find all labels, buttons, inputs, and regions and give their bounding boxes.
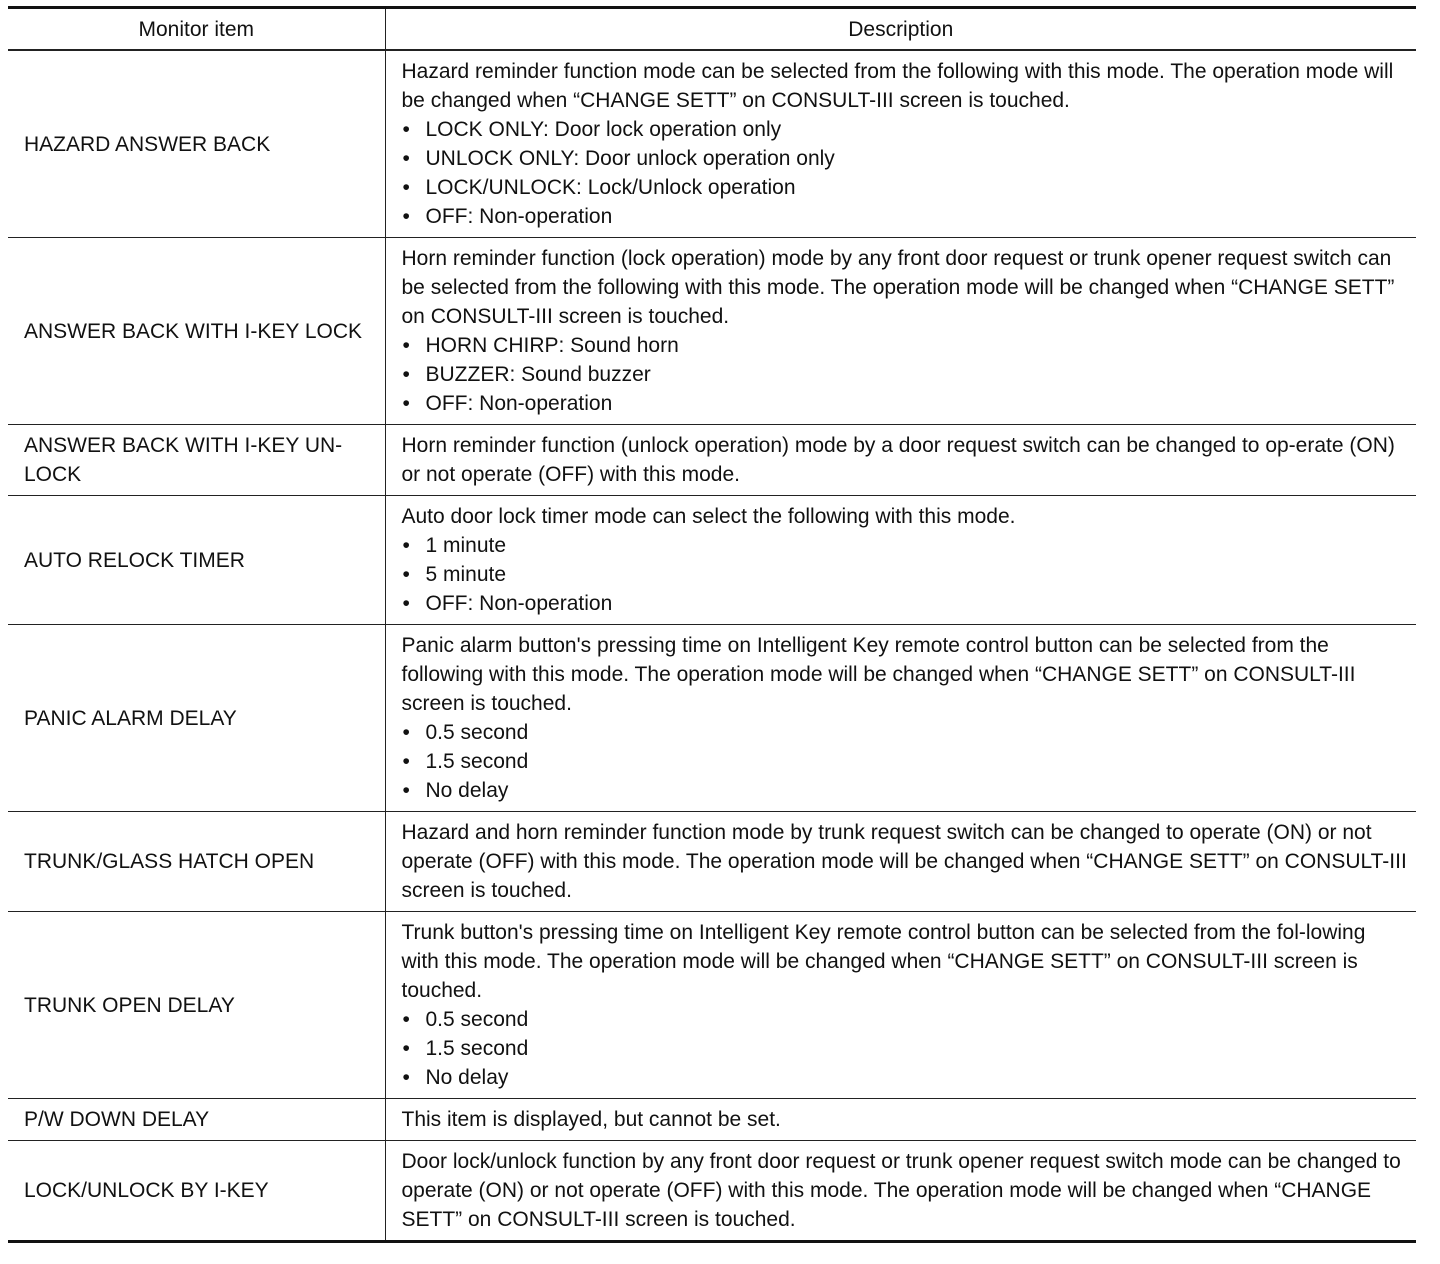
table-row [8, 50, 1416, 238]
description-text: Trunk button's pressing time on Intelligent Key remote control button can be selected from the fol-lowing with this mode. The operation mode will be changed when “CHANGE SETT” on CONSULT-III screen is touched. [401, 921, 1366, 1002]
monitor-item-cell: TRUNK OPEN DELAY [8, 912, 385, 1099]
header-description: Description [385, 8, 1416, 51]
table-row [8, 625, 1416, 812]
description-cell [385, 1141, 1416, 1242]
table-row [8, 812, 1416, 912]
option-item: • OFF: Non-operation [402, 202, 1409, 231]
description-text: Door lock/unlock function by any front door request or trunk opener request switch mode can be changed to operate (ON) or not operate (OFF) with this mode. The operation mode will be changed when “CHANGE SETT” on CONSULT-III screen is touched. [401, 1150, 1401, 1231]
option-item: • No delay [402, 1063, 1409, 1092]
description-cell [385, 812, 1416, 912]
option-item: • 1.5 second [402, 747, 1409, 776]
option-item: • 1 minute [402, 531, 1409, 560]
option-item: • 1.5 second [402, 1034, 1409, 1063]
monitor-item-cell: HAZARD ANSWER BACK [8, 50, 385, 238]
option-item: • 0.5 second [402, 718, 1409, 747]
table-row [8, 912, 1416, 1099]
description-text: Hazard and horn reminder function mode by trunk request switch can be changed to operate (ON) or not operate (OFF) with this mode. The operation mode will be changed when “CHANGE SETT” on CONSULT-III screen is touched. [401, 821, 1407, 902]
table-row [8, 238, 1416, 425]
header-row [8, 8, 1416, 51]
description-cell [385, 238, 1416, 425]
description-text: Auto door lock timer mode can select the following with this mode. [401, 505, 1016, 528]
description-cell [385, 50, 1416, 238]
option-item: • HORN CHIRP: Sound horn [402, 331, 1409, 360]
option-item: • OFF: Non-operation [402, 389, 1409, 418]
description-cell [385, 425, 1416, 496]
option-item: • 5 minute [402, 560, 1409, 589]
monitor-item-cell: AUTO RELOCK TIMER [8, 496, 385, 625]
option-item: • No delay [402, 776, 1409, 805]
description-text: Hazard reminder function mode can be selected from the following with this mode. The operation mode will be changed when “CHANGE SETT” on CONSULT-III screen is touched. [401, 60, 1394, 112]
monitor-item-cell: P/W DOWN DELAY [8, 1099, 385, 1141]
description-cell [385, 496, 1416, 625]
description-cell [385, 625, 1416, 812]
monitor-item-cell: TRUNK/GLASS HATCH OPEN [8, 812, 385, 912]
option-item: • BUZZER: Sound buzzer [402, 360, 1409, 389]
monitor-item-cell: ANSWER BACK WITH I-KEY LOCK [8, 238, 385, 425]
description-text: Horn reminder function (lock operation) mode by any front door request or trunk opener request switch can be selected from the following with this mode. The operation mode will be changed when “CHANGE SETT” on CONSULT-III screen is touched. [401, 247, 1395, 328]
option-list [402, 115, 1409, 231]
table-row [8, 1141, 1416, 1242]
monitor-item-cell: ANSWER BACK WITH I-KEY UN-LOCK [8, 425, 385, 496]
table-row [8, 1099, 1416, 1141]
option-list [402, 531, 1409, 618]
option-list [402, 331, 1409, 418]
monitor-item-cell: PANIC ALARM DELAY [8, 625, 385, 812]
monitor-item-table [8, 6, 1416, 1243]
option-item: • UNLOCK ONLY: Door unlock operation only [402, 144, 1409, 173]
monitor-item-cell: LOCK/UNLOCK BY I-KEY [8, 1141, 385, 1242]
option-list [402, 718, 1409, 805]
option-item: • 0.5 second [402, 1005, 1409, 1034]
option-list [402, 1005, 1409, 1092]
option-item: • LOCK ONLY: Door lock operation only [402, 115, 1409, 144]
table-row [8, 496, 1416, 625]
description-text: Panic alarm button's pressing time on Intelligent Key remote control button can be selected from the following with this mode. The operation mode will be changed when “CHANGE SETT” on CONSULT-III screen is touched. [401, 634, 1356, 715]
description-text: This item is displayed, but cannot be set. [401, 1108, 781, 1131]
option-item: • LOCK/UNLOCK: Lock/Unlock operation [402, 173, 1409, 202]
header-monitor-item: Monitor item [8, 8, 385, 51]
description-text: Horn reminder function (unlock operation) mode by a door request switch can be changed to op-erate (ON) or not operate (OFF) with this mode. [401, 434, 1395, 486]
option-item: • OFF: Non-operation [402, 589, 1409, 618]
table-row [8, 425, 1416, 496]
description-cell [385, 1099, 1416, 1141]
description-cell [385, 912, 1416, 1099]
